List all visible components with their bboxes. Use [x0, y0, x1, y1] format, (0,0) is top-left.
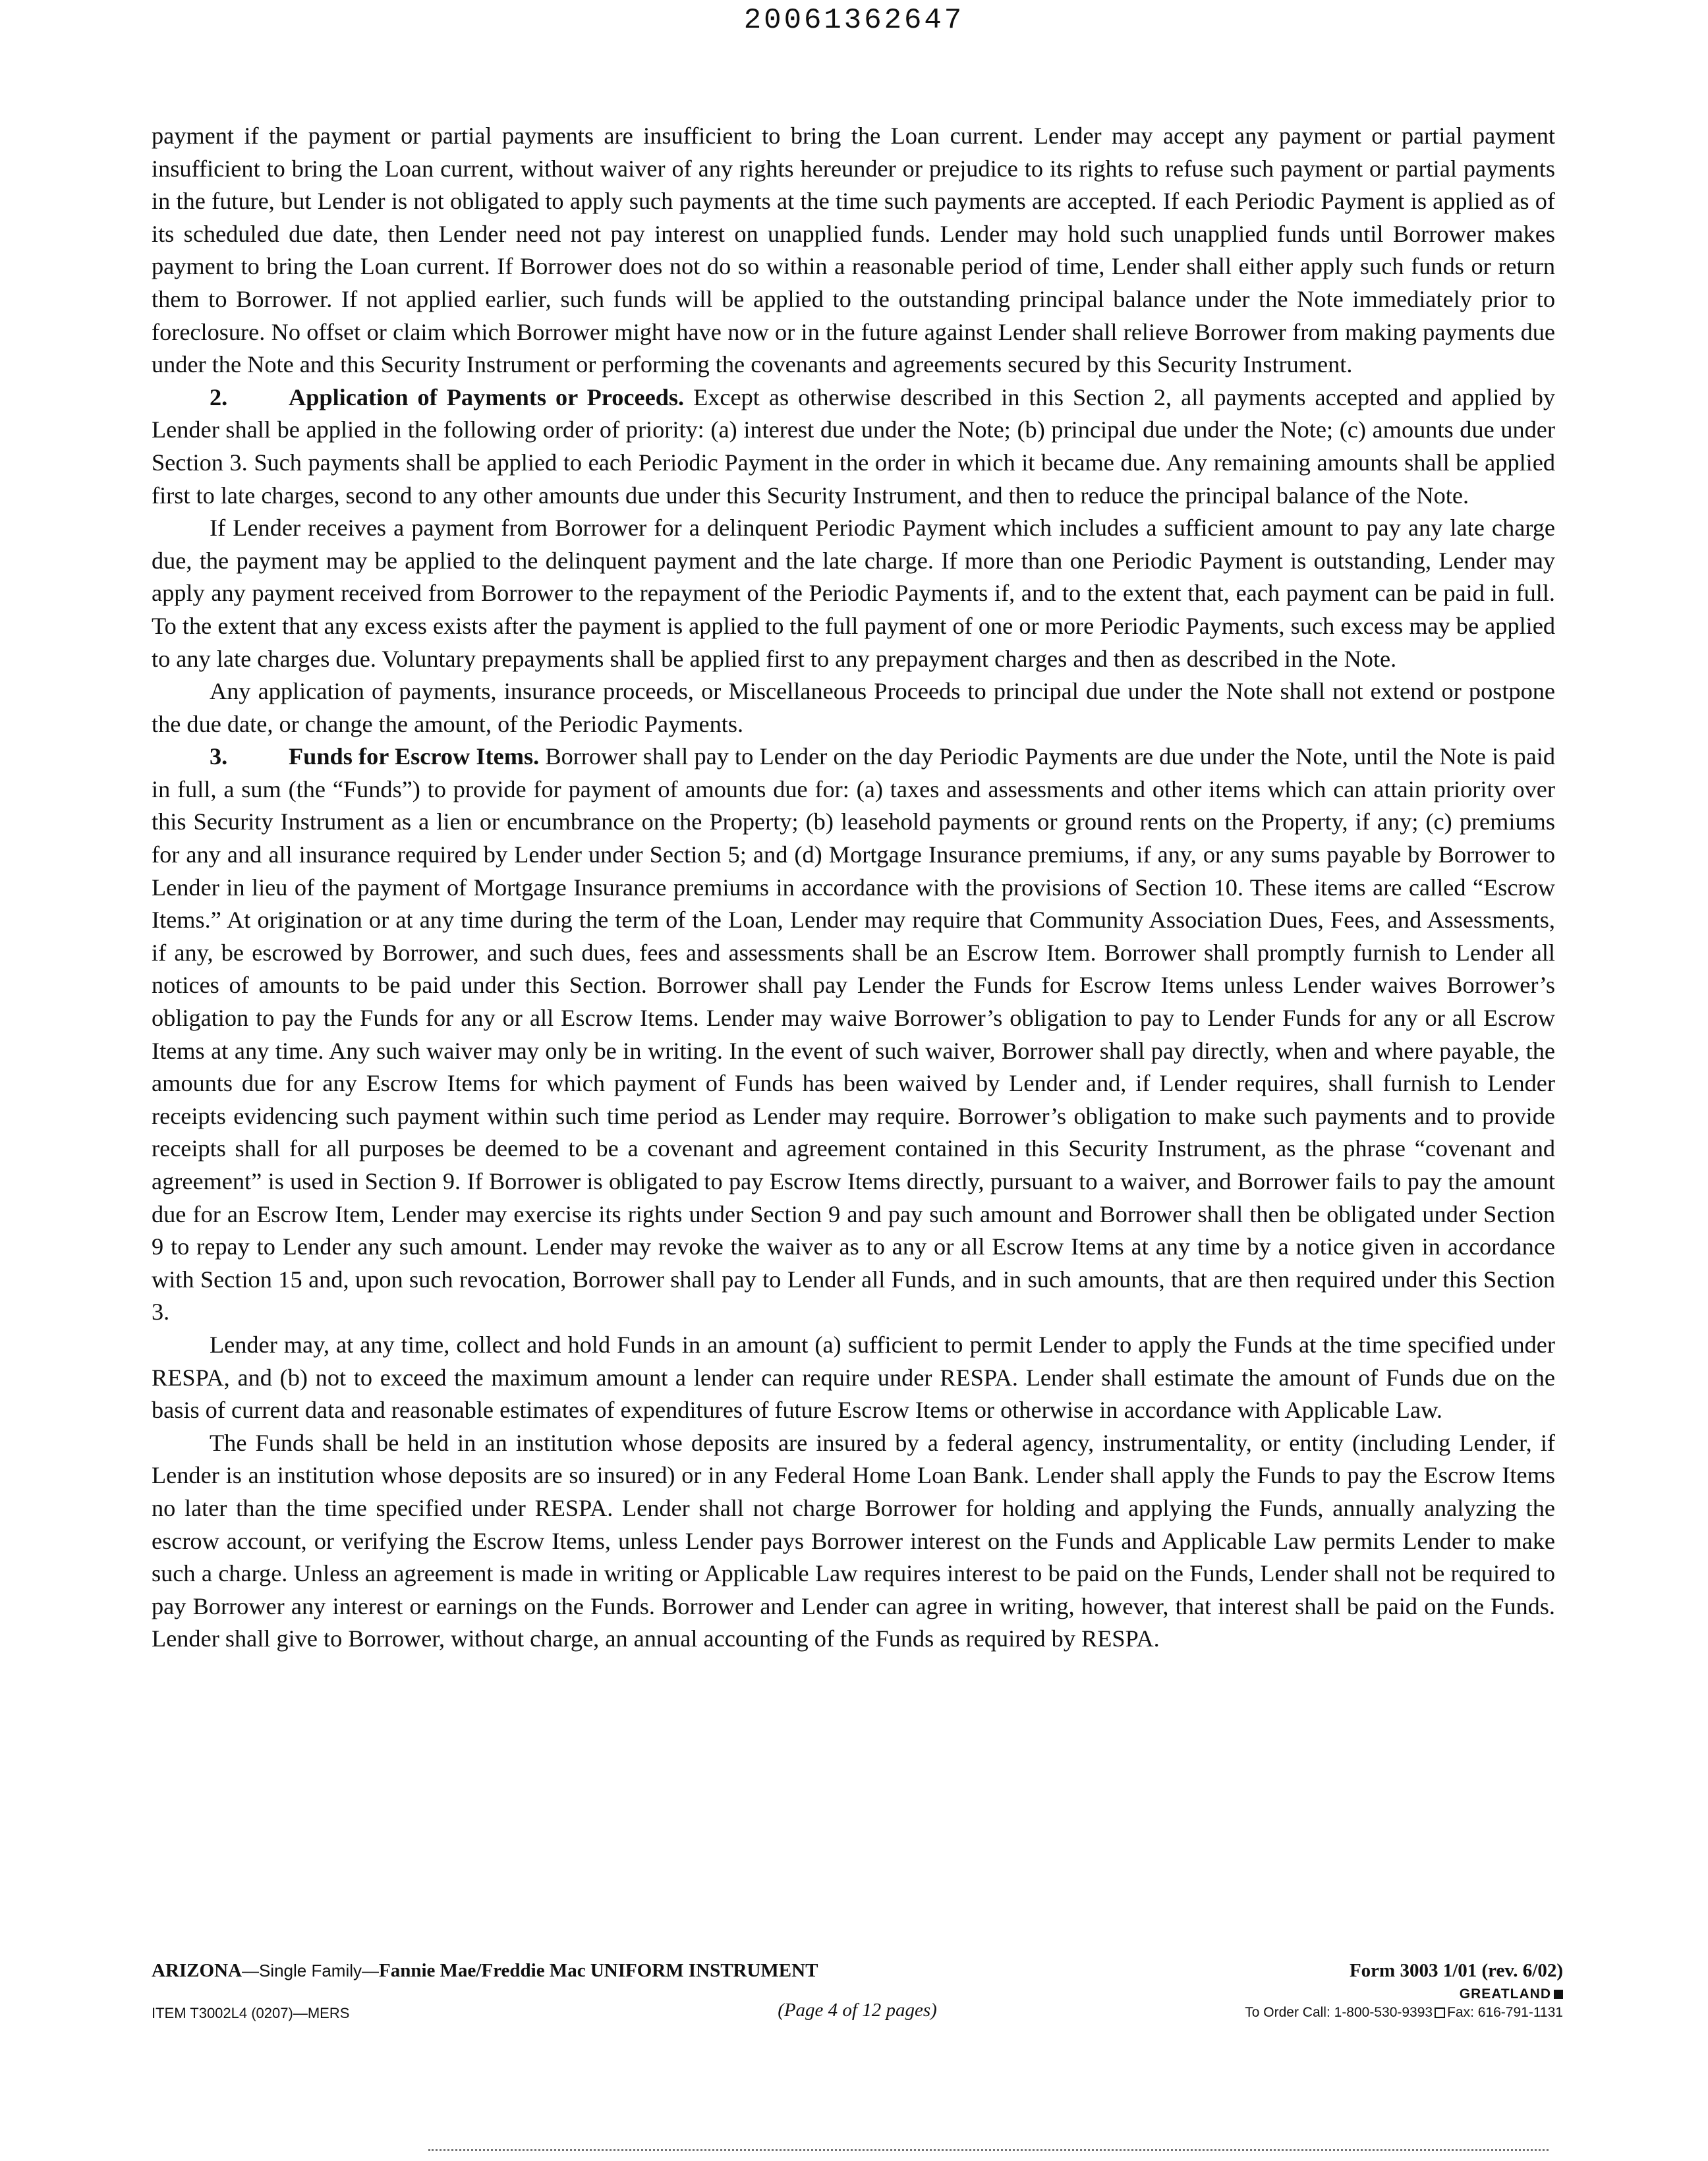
open-square-icon — [1435, 2007, 1445, 2018]
section-3-text: Borrower shall pay to Lender on the day Periodic Payments are due under the Note, until the Note is paid in full, a sum (the “Funds”) to provide for payment of amounts due for: (a) taxes and assessments and other items which can attain priority over this Security Instrument as a lien or encumbrance on the Property; (b) leasehold payments or ground rents on the Property, if any; (c) premiums for any and all insurance required by Lender under Section 5; and (d) Mortgage Insurance premiums, if any, or any sums payable by Borrower to Lender in lieu of the payment of Mortgage Insurance premiums in accordance with the provisions of Section 10. These items are called “Escrow Items.” At origination or at any time during the term of the Loan, Lender may require that Community Association Dues, Fees, and Assessments, if any, be escrowed by Borrower, and such dues, fees and assessments shall be an Escrow Item. Borrower shall promptly furnish to Lender all notices of amounts to be paid under this Section. Borrower shall pay Lender the Funds for Escrow Items unless Lender waives Borrower’s obligation to pay the Funds for any or all Escrow Items. Lender may waive Borrower’s obligation to pay to Lender Funds for any or all Escrow Items at any time. Any such waiver may only be in writing. In the event of such waiver, Borrower shall pay directly, when and where payable, the amounts due for any Escrow Items for which payment of Funds has been waived by Lender and, if Lender requires, shall furnish to Lender receipts evidencing such payment within such time period as Lender may require. Borrower’s obligation to make such payments and to provide receipts shall for all purposes be deemed to be a covenant and agreement contained in this Security Instrument, as the phrase “covenant and agreement” is used in Section 9. If Borrower is obligated to pay Escrow Items directly, pursuant to a waiver, and Borrower fails to pay the amount due for an Escrow Item, Lender may exercise its rights under Section 9 and pay such amount and Borrower shall then be obligated under Section 9 to repay to Lender any such amount. Lender may revoke the waiver as to any or all Escrow Items at any time by a notice given in accordance with Section 15 and, upon such revocation, Borrower shall pay to Lender all Funds, and in such amounts, that are then required under this Section 3. — [152, 743, 1555, 1326]
footer-form-number: Form 3003 1/01 (rev. 6/02) — [1349, 1960, 1563, 1981]
section-2 — [152, 381, 1555, 512]
footer-vendor — [1460, 1986, 1563, 2002]
section-3-title: Funds for Escrow Items. — [289, 743, 540, 770]
section-2-number: 2. — [210, 383, 228, 410]
footer-state: ARIZONA — [152, 1960, 242, 1981]
document-number: 20061362647 — [743, 4, 965, 37]
section-3-number: 3. — [210, 743, 228, 770]
document-body — [152, 120, 1555, 1656]
footer-instrument-line — [152, 1960, 818, 1982]
section-3 — [152, 741, 1555, 1329]
page-footer — [152, 1960, 1563, 2039]
section-2-text: Except as otherwise described in this Section 2, all payments accepted and applied by Lender shall be applied in the following order of priority: (a) interest due under the Note; (b) principal due under the Note; (c) amounts due under Section 3. Such payments shall be applied to each Periodic Payment in the order in which it became due. Any remaining amounts shall be applied first to late charges, second to any other amounts due under this Security Instrument, and then to reduce the principal balance of the Note. — [152, 383, 1555, 509]
paragraph-payment-continued: payment if the payment or partial payments are insufficient to bring the Loan current. Lender may accept any payment or partial payment insufficient to bring the Loan current, without waiver of any rights hereunder or prejudice to its rights to refuse such payment or partial payments in the future, but Lender is not obligated to apply such payments at the time such payments are accepted. If each Periodic Payment is applied as of its scheduled due date, then Lender need not pay interest on unapplied funds. Lender may hold such unapplied funds until Borrower makes payment to bring the Loan current. If Borrower does not do so within a reasonable period of time, Lender shall either apply such funds or return them to Borrower. If not applied earlier, such funds will be applied to the outstanding principal balance under the Note immediately prior to foreclosure. No offset or claim which Borrower might have now or in the future against Lender shall relieve Borrower from making payments due under the Note and this Security Instrument or performing the covenants and agreements secured by this Security Instrument. — [152, 123, 1555, 378]
footer-dash: — — [241, 1961, 259, 1980]
paragraph-delinquent-payment: If Lender receives a payment from Borrower for a delinquent Periodic Payment which includes a sufficient amount to pay any late charge due, the payment may be applied to the delinquent payment and the late charge. If more than one Periodic Payment is outstanding, Lender may apply any payment received from Borrower to the repayment of the Periodic Payments if, and to the extent that, each payment can be paid in full. To the extent that any excess exists after the payment is applied to the full payment of one or more Periodic Payments, such excess may be applied to any late charges due. Voluntary prepayments shall be applied first to any prepayment charges and then as described in the Note. — [152, 515, 1555, 672]
footer-family-type: Single Family — [258, 1961, 362, 1980]
footer-order-call: To Order Call: 1-800-530-9393 — [1245, 2005, 1433, 2020]
paragraph-application-of-payments: Any application of payments, insurance proceeds, or Miscellaneous Proceeds to principal due under the Note shall not extend or postpone the due date, or change the amount, of the Periodic Payments. — [152, 678, 1555, 737]
footer-dash: — — [362, 1961, 380, 1980]
scan-edge-artifact — [428, 2149, 1549, 2151]
section-2-title: Application of Payments or Proceeds. — [289, 383, 685, 410]
footer-fax: Fax: 616-791-1131 — [1447, 2005, 1563, 2020]
footer-item-number: ITEM T3002L4 (0207)—MERS — [152, 2005, 350, 2021]
footer-order-line — [1245, 2005, 1563, 2021]
footer-vendor-name: GREATLAND — [1459, 1986, 1551, 2002]
footer-page-number: (Page 4 of 12 pages) — [778, 2000, 937, 2021]
footer-instrument: Fannie Mae/Freddie Mac UNIFORM INSTRUMENT — [379, 1960, 818, 1981]
paragraph-collect-funds: Lender may, at any time, collect and hold Funds in an amount (a) sufficient to permit Lender to apply the Funds at the time specified under RESPA, and (b) not to exceed the maximum amount a lender can require under RESPA. Lender shall estimate the amount of Funds due on the basis of current data and reasonable estimates of expenditures of future Escrow Items or otherwise in accordance with Applicable Law. — [152, 1331, 1555, 1424]
filled-square-icon — [1554, 1990, 1563, 1999]
paragraph-funds-held: The Funds shall be held in an institution whose deposits are insured by a federal agency, instrumentality, or entity (including Lender, if Lender is an institution whose deposits are so insured) or in any Federal Home Loan Bank. Lender shall apply the Funds to pay the Escrow Items no later than the time specified under RESPA. Lender shall not charge Borrower for holding and applying the Funds, annually analyzing the escrow account, or verifying the Escrow Items, unless Lender pays Borrower interest on the Funds and Applicable Law permits Lender to make such a charge. Unless an agreement is made in writing or Applicable Law requires interest to be paid on the Funds, Lender shall not be required to pay Borrower any interest or earnings on the Funds. Borrower and Lender can agree in writing, however, that interest shall be paid on the Funds. Lender shall give to Borrower, without charge, an annual accounting of the Funds as required by RESPA. — [152, 1429, 1555, 1652]
